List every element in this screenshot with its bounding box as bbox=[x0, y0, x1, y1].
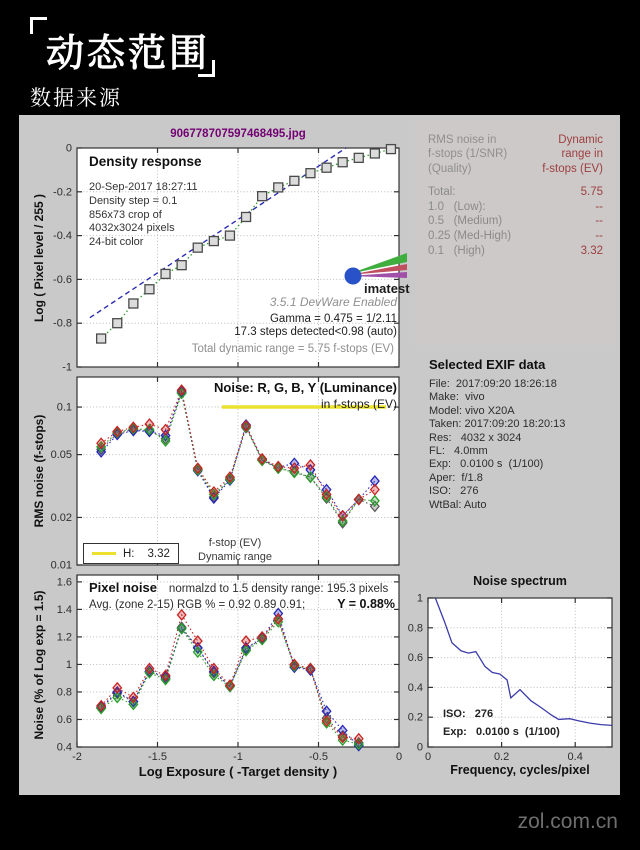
imatest-logo-text: imatest bbox=[364, 281, 410, 296]
svg-text:0.4: 0.4 bbox=[407, 681, 423, 694]
svg-text:0.8: 0.8 bbox=[407, 622, 423, 635]
svg-text:-0.2: -0.2 bbox=[53, 186, 72, 199]
rms-row-value: 5.75 bbox=[580, 185, 603, 198]
density-info-line: 856x73 crop of bbox=[89, 208, 162, 221]
exif-line: WtBal: Auto bbox=[429, 498, 487, 511]
exif-heading: Selected EXIF data bbox=[429, 357, 546, 372]
rms-header bbox=[428, 133, 603, 176]
title-bracket-bottom-right bbox=[198, 60, 215, 77]
svg-text:0.4: 0.4 bbox=[56, 741, 72, 754]
exif-line: Exp: 0.0100 s (1/100) bbox=[429, 458, 544, 471]
density-info-line: 24-bit color bbox=[89, 236, 144, 249]
exif-line: Res: 4032 x 3024 bbox=[429, 431, 522, 444]
page-title: 动态范围 bbox=[46, 33, 211, 75]
imatest-logo bbox=[339, 247, 411, 299]
rms-summary-panel bbox=[415, 121, 615, 345]
svg-text:-0.5: -0.5 bbox=[309, 751, 328, 763]
svg-text:0: 0 bbox=[65, 142, 72, 155]
exif-lines bbox=[429, 378, 565, 512]
svg-text:0.05: 0.05 bbox=[50, 449, 72, 462]
watermark: zol.com.cn bbox=[517, 810, 618, 833]
legend-line-sample bbox=[92, 552, 116, 556]
pixel-noise-title: Pixel noise bbox=[89, 580, 157, 595]
spectrum-title: Noise spectrum bbox=[473, 574, 567, 588]
rms-row-value: -- bbox=[595, 230, 603, 242]
legend-value: 3.32 bbox=[147, 547, 170, 560]
rms-header-line: RMS noise in bbox=[428, 134, 497, 146]
svg-text:1.2: 1.2 bbox=[56, 631, 72, 644]
svg-text:0.6: 0.6 bbox=[56, 713, 72, 726]
gamma-line1: Gamma = 0.475 = 1/2.11 bbox=[269, 313, 397, 325]
rms-row-label: 0.1 (High) bbox=[428, 244, 485, 257]
rms-header-line: Dynamic bbox=[558, 134, 603, 146]
rms-right-header bbox=[542, 133, 603, 176]
rms-header-line: f-stops (1/SNR) bbox=[428, 148, 508, 161]
svg-text:-1: -1 bbox=[233, 751, 243, 763]
svg-text:0.2: 0.2 bbox=[407, 711, 423, 724]
version-text: 3.5.1 DevWare Enabled bbox=[269, 295, 397, 309]
exif-line: File: 2017:09:20 18:26:18 bbox=[429, 378, 557, 390]
exif-line: Aper: f/1.8 bbox=[429, 471, 483, 484]
exif-line: Taken: 2017:09:20 18:20:13 bbox=[429, 418, 566, 431]
rms-row-value: 3.32 bbox=[580, 244, 603, 257]
svg-text:0.01: 0.01 bbox=[50, 559, 72, 572]
density-info-line: 4032x3024 pixels bbox=[89, 222, 175, 235]
svg-text:0.1: 0.1 bbox=[56, 401, 72, 414]
rms-row-value: -- bbox=[595, 215, 603, 228]
rms-row bbox=[428, 214, 603, 229]
rms-row-value: -- bbox=[595, 200, 603, 213]
pixel-noise-y-axis-label: Noise (% of Log exp = 1.5) bbox=[32, 590, 46, 740]
density-info-text bbox=[89, 181, 198, 250]
spectrum-x-axis-label: Frequency, cycles/pixel bbox=[450, 763, 590, 777]
rms-header-line: (Quality) bbox=[428, 162, 472, 175]
svg-text:1.6: 1.6 bbox=[56, 576, 72, 589]
imatest-report-panel bbox=[19, 115, 620, 795]
rms-row-label: Total: bbox=[428, 185, 456, 198]
svg-text:0: 0 bbox=[424, 751, 432, 763]
total-dynamic-range-text: Total dynamic range = 5.75 f-stops (EV) bbox=[191, 343, 394, 355]
exif-line: FL: 4.0mm bbox=[429, 445, 488, 458]
svg-text:0.6: 0.6 bbox=[407, 652, 423, 665]
x-axis-label: Log Exposure ( -Target density ) bbox=[138, 764, 338, 779]
rms-header-line: f-stops (EV) bbox=[542, 162, 603, 175]
svg-text:-1: -1 bbox=[62, 361, 72, 374]
svg-text:-2: -2 bbox=[72, 751, 82, 763]
filename-title: 906778707597468495.jpg bbox=[170, 128, 306, 140]
rms-row-label: 1.0 (Low): bbox=[428, 200, 486, 213]
noise-spectrum-chart bbox=[407, 585, 625, 770]
legend-label: H: bbox=[123, 547, 135, 560]
pixel-noise-avg-row bbox=[89, 597, 395, 611]
svg-text:1.4: 1.4 bbox=[56, 603, 72, 616]
svg-text:0: 0 bbox=[416, 741, 423, 754]
svg-text:-0.6: -0.6 bbox=[53, 273, 72, 286]
svg-text:0.2: 0.2 bbox=[493, 751, 510, 763]
rms-header-line: range in bbox=[561, 148, 603, 161]
title-bracket-top-left bbox=[30, 17, 47, 34]
exif-line: Model: vivo X20A bbox=[429, 404, 515, 417]
spectrum-exp-text: Exp: 0.0100 s (1/100) bbox=[443, 726, 560, 738]
svg-text:1: 1 bbox=[416, 592, 423, 605]
rms-row bbox=[428, 200, 603, 215]
density-info-line: Density step = 0.1 bbox=[89, 194, 178, 207]
svg-text:0: 0 bbox=[395, 751, 403, 763]
rms-row bbox=[428, 244, 603, 259]
density-chart-title: Density response bbox=[89, 154, 202, 169]
svg-text:0.02: 0.02 bbox=[50, 511, 72, 524]
noise-chart-title: Noise: R, G, B, Y (Luminance) bbox=[214, 380, 397, 395]
exif-line: ISO: 276 bbox=[429, 485, 479, 498]
svg-text:0.8: 0.8 bbox=[56, 686, 72, 699]
noise-annotation: f-stop (EV) Dynamic range bbox=[198, 537, 272, 563]
rms-row bbox=[428, 185, 603, 200]
svg-text:-0.8: -0.8 bbox=[53, 317, 72, 330]
imatest-logo-circle bbox=[345, 268, 362, 285]
rms-row-label: 0.5 (Medium) bbox=[428, 215, 503, 228]
rms-row bbox=[428, 229, 603, 244]
noise-chart-subtitle: in f-stops (EV) bbox=[320, 397, 397, 411]
svg-text:-1.5: -1.5 bbox=[148, 751, 167, 763]
exif-line: Make: vivo bbox=[429, 391, 485, 404]
noise-y-axis-label: RMS noise (f-stops) bbox=[32, 414, 46, 528]
pixel-noise-title-row bbox=[89, 580, 401, 595]
svg-text:-0.4: -0.4 bbox=[53, 230, 72, 243]
page-subtitle: 数据来源 bbox=[30, 87, 122, 110]
rms-row-label: 0.25 (Med-High) bbox=[428, 230, 512, 242]
pixel-noise-avg: Avg. (zone 2-15) RGB % = 0.92 0.89 0.91; bbox=[89, 599, 306, 611]
rms-rows bbox=[428, 185, 603, 259]
pixel-noise-subtitle: normalzd to 1.5 density range: 195.3 pixels bbox=[168, 583, 389, 595]
spectrum-iso-text: ISO: 276 bbox=[443, 708, 494, 720]
density-info-line: 20-Sep-2017 18:27:11 bbox=[89, 181, 198, 193]
pixel-noise-y-value: Y = 0.88% bbox=[337, 597, 395, 611]
noise-legend bbox=[83, 543, 179, 564]
gamma-line2: 17.3 steps detected<0.98 (auto) bbox=[234, 326, 397, 338]
svg-text:1: 1 bbox=[65, 658, 72, 671]
rms-left-header bbox=[428, 133, 507, 176]
svg-text:0.4: 0.4 bbox=[567, 751, 583, 763]
density-y-axis-label: Log ( Pixel level / 255 ) bbox=[32, 193, 46, 323]
